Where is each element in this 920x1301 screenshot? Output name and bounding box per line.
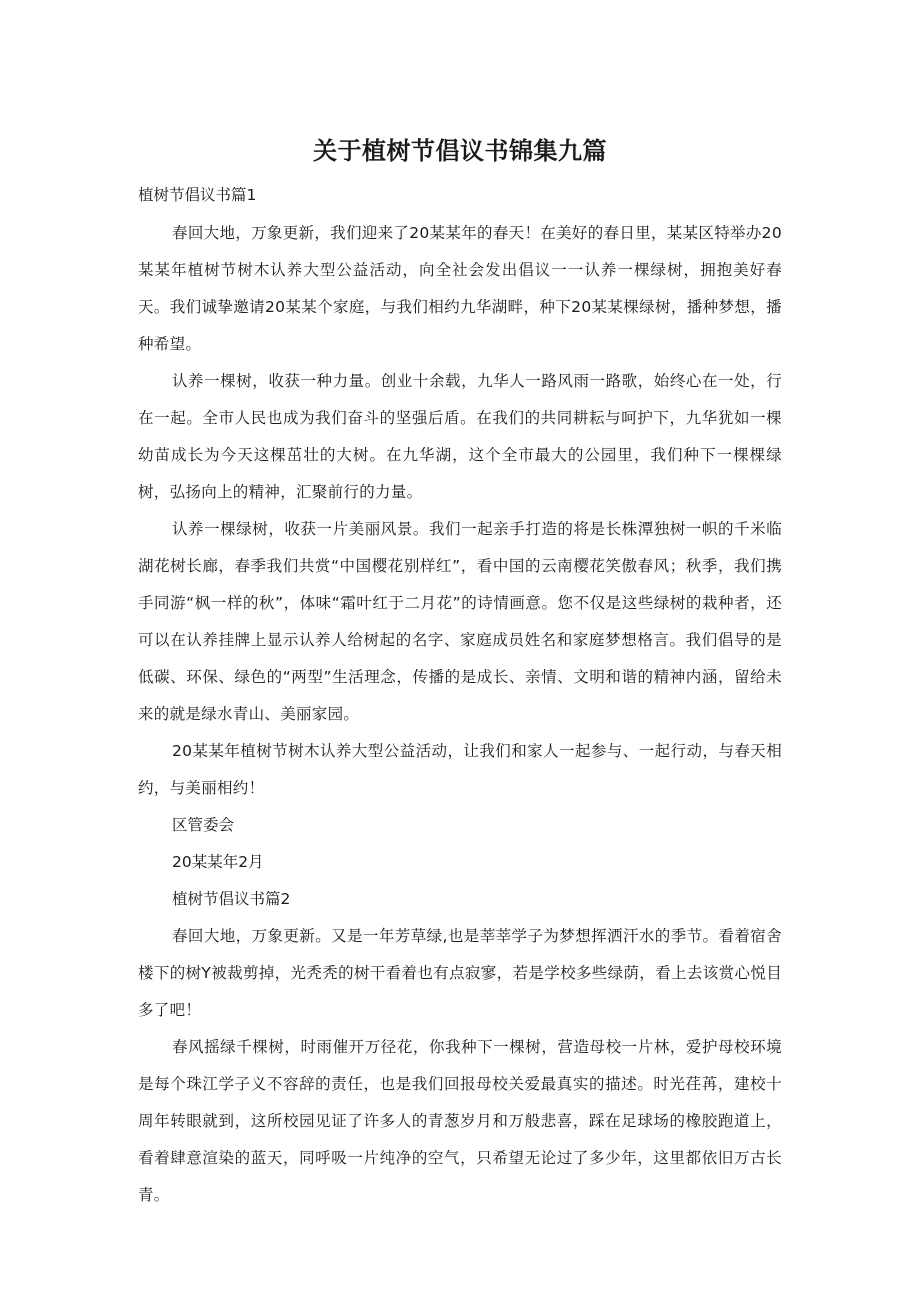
section-2-paragraph-1: 春回大地，万象更新。又是一年芳草绿,也是莘莘学子为梦想挥洒汗水的季节。看着宿舍楼下的树Y被裁剪掉，光秃秃的树干看着也有点寂寥，若是学校多些绿荫，看上去该赏心悦目多了吧！ — [138, 927, 782, 1019]
section-1-paragraph-4: 20某某年植树节树木认养大型公益活动，让我们和家人一起参与、一起行动，与春天相约，与美丽相约！ — [138, 742, 782, 797]
section-1-paragraph-1: 春回大地，万象更新，我们迎来了20某某年的春天！在美好的春日里，某某区特举办20某某年植树节树木认养大型公益活动，向全社会发出倡议一一认养一棵绿树，拥抱美好春天。我们诚挚邀请20某某个家庭，与我们相约九华湖畔，种下20某某棵绿树，播种梦想，播种希望。 — [138, 224, 782, 353]
section-1-paragraph-2: 认养一棵树，收获一种力量。创业十余载，九华人一路风雨一路歌，始终心在一处，行在一起。全市人民也成为我们奋斗的坚强后盾。在我们的共同耕耘与呵护下，九华犹如一棵幼苗成长为今天这棵茁壮的大树。在九华湖，这个全市最大的公园里，我们种下一棵棵绿树，弘扬向上的精神，汇聚前行的力量。 — [138, 372, 782, 501]
section-1-heading: 植树节倡议书篇1 — [138, 186, 257, 204]
document-title: 关于植树节倡议书锦集九篇 — [313, 137, 607, 165]
section-2-heading: 植树节倡议书篇2 — [172, 890, 291, 908]
signature: 区管委会 — [172, 816, 235, 834]
date: 20某某年2月 — [172, 853, 264, 871]
document-body — [138, 180, 782, 1214]
section-1-paragraph-3: 认养一棵绿树，收获一片美丽风景。我们一起亲手打造的将是长株潭独树一帜的千米临湖花树长廊，春季我们共赏“中国樱花别样红”，看中国的云南樱花笑傲春风；秋季，我们携手同游“枫一样的秋”，体味“霜叶红于二月花”的诗情画意。您不仅是这些绿树的栽种者，还可以在认养挂牌上显示认养人给树起的名字、家庭成员姓名和家庭梦想格言。我们倡导的是低碳、环保、绿色的“两型”生活理念，传播的是成长、亲情、文明和谐的精神内涵，留给未来的就是绿水青山、美丽家园。 — [138, 520, 782, 723]
section-2-paragraph-2: 春风摇绿千棵树，时雨催开万径花，你我种下一棵树，营造母校一片林，爱护母校环境是每个珠江学子义不容辞的责任，也是我们回报母校关爱最真实的描述。时光荏苒，建校十周年转眼就到，这所校园见证了许多人的青葱岁月和万般悲喜，踩在足球场的橡胶跑道上，看着肆意渲染的蓝天，同呼吸一片纯净的空气，只希望无论过了多少年，这里都依旧万古长青。 — [138, 1038, 782, 1204]
